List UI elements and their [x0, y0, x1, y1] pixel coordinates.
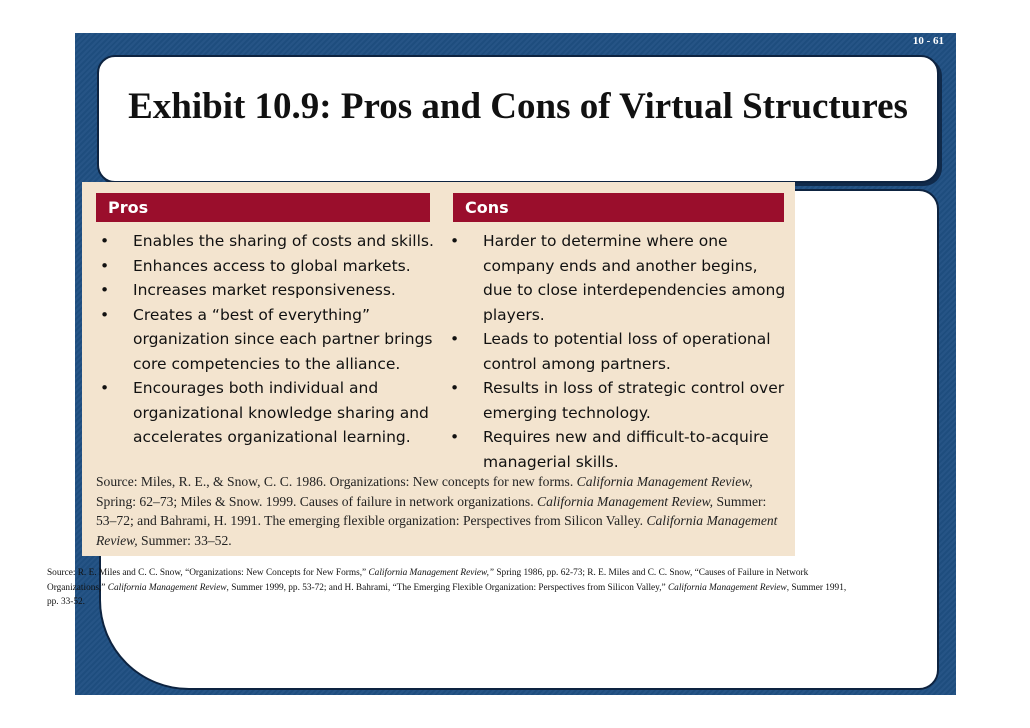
pros-item-text: Enables the sharing of costs and skills.: [133, 232, 434, 250]
cons-item: [446, 229, 791, 327]
footnote-text: Spring 1986, pp. 62-73; R. E. Miles and C. C. Snow, “Causes of Failure in Network Organizations,”: [47, 568, 809, 593]
pros-item-text: Enhances access to global markets.: [133, 256, 411, 275]
bullet: •: [100, 305, 110, 324]
cons-item-text: Harder to determine where one company ends and another begins, due to close interdependencies among players.: [483, 232, 786, 324]
cons-item-text: Leads to potential loss of operational control among partners.: [483, 330, 771, 373]
bullet: •: [100, 281, 110, 299]
cons-item: [446, 376, 791, 425]
pros-list: [96, 229, 436, 450]
source-text: Spring: 62–73; Miles & Snow. 1999. Causes of failure in network organizations.: [96, 493, 537, 509]
cons-item-text: Results in loss of strategic control over emerging technology.: [483, 379, 785, 422]
footnote-text: , Summer 1999, pp. 53-72; and H. Bahrami, “The Emerging Flexible Organization: Perspectives from Silicon Valley,”: [226, 582, 668, 593]
bullet: •: [100, 256, 110, 275]
exhibit-source: [96, 472, 786, 550]
cons-item: [446, 425, 791, 474]
source-journal: California Management Review,: [576, 474, 753, 489]
footnote-text: Source: R. E. Miles and C. C. Snow, “Organizations: New Concepts for New Forms,”: [47, 568, 369, 578]
bullet: •: [450, 379, 460, 397]
pros-item: [96, 229, 436, 254]
cons-item: [446, 327, 791, 376]
source-text: Summer: 53–72; and Bahrami, H. 1991. The emerging flexible organization: Perspectives from Silicon Valley.: [96, 493, 767, 528]
footnote-text: , Summer 1991, pp. 33-52.: [47, 582, 847, 608]
bullet: •: [100, 232, 110, 250]
pros-item-text: Creates a “best of everything” organization since each partner brings core competencies to the alliance.: [133, 305, 433, 373]
bullet: •: [100, 379, 110, 397]
source-journal: California Management Review,: [537, 493, 714, 509]
exhibit-figure: [82, 182, 795, 556]
source-journal: California Management Review,: [96, 513, 778, 548]
bullet: •: [450, 232, 460, 250]
cons-item-text: Requires new and difficult-to-acquire managerial skills.: [483, 428, 769, 471]
page-number: 10 - 61: [912, 35, 944, 47]
footnote-journal: California Management Review: [667, 582, 787, 593]
pros-header: Pros: [96, 193, 430, 222]
title-panel: [97, 55, 939, 183]
bullet: •: [450, 428, 460, 446]
bullet: •: [450, 330, 460, 348]
pros-item: [96, 254, 436, 279]
pros-item-text: Increases market responsiveness.: [133, 281, 396, 299]
pros-item: [96, 303, 436, 377]
slide-footnote: [47, 566, 847, 610]
cons-list: [446, 229, 791, 474]
source-text: Summer: 33–52.: [137, 532, 232, 548]
footnote-journal: California Management Review,”: [368, 568, 495, 578]
footnote-journal: California Management Review: [107, 582, 227, 593]
source-text: Source: Miles, R. E., & Snow, C. C. 1986. Organizations: New concepts for new forms.: [96, 474, 577, 489]
cons-header: Cons: [453, 193, 784, 222]
pros-item: [96, 278, 436, 303]
slide-title: Exhibit 10.9: Pros and Cons of Virtual Structures: [128, 86, 908, 127]
pros-item: [96, 376, 436, 450]
pros-item-text: Encourages both individual and organizational knowledge sharing and accelerates organizational learning.: [133, 379, 429, 446]
